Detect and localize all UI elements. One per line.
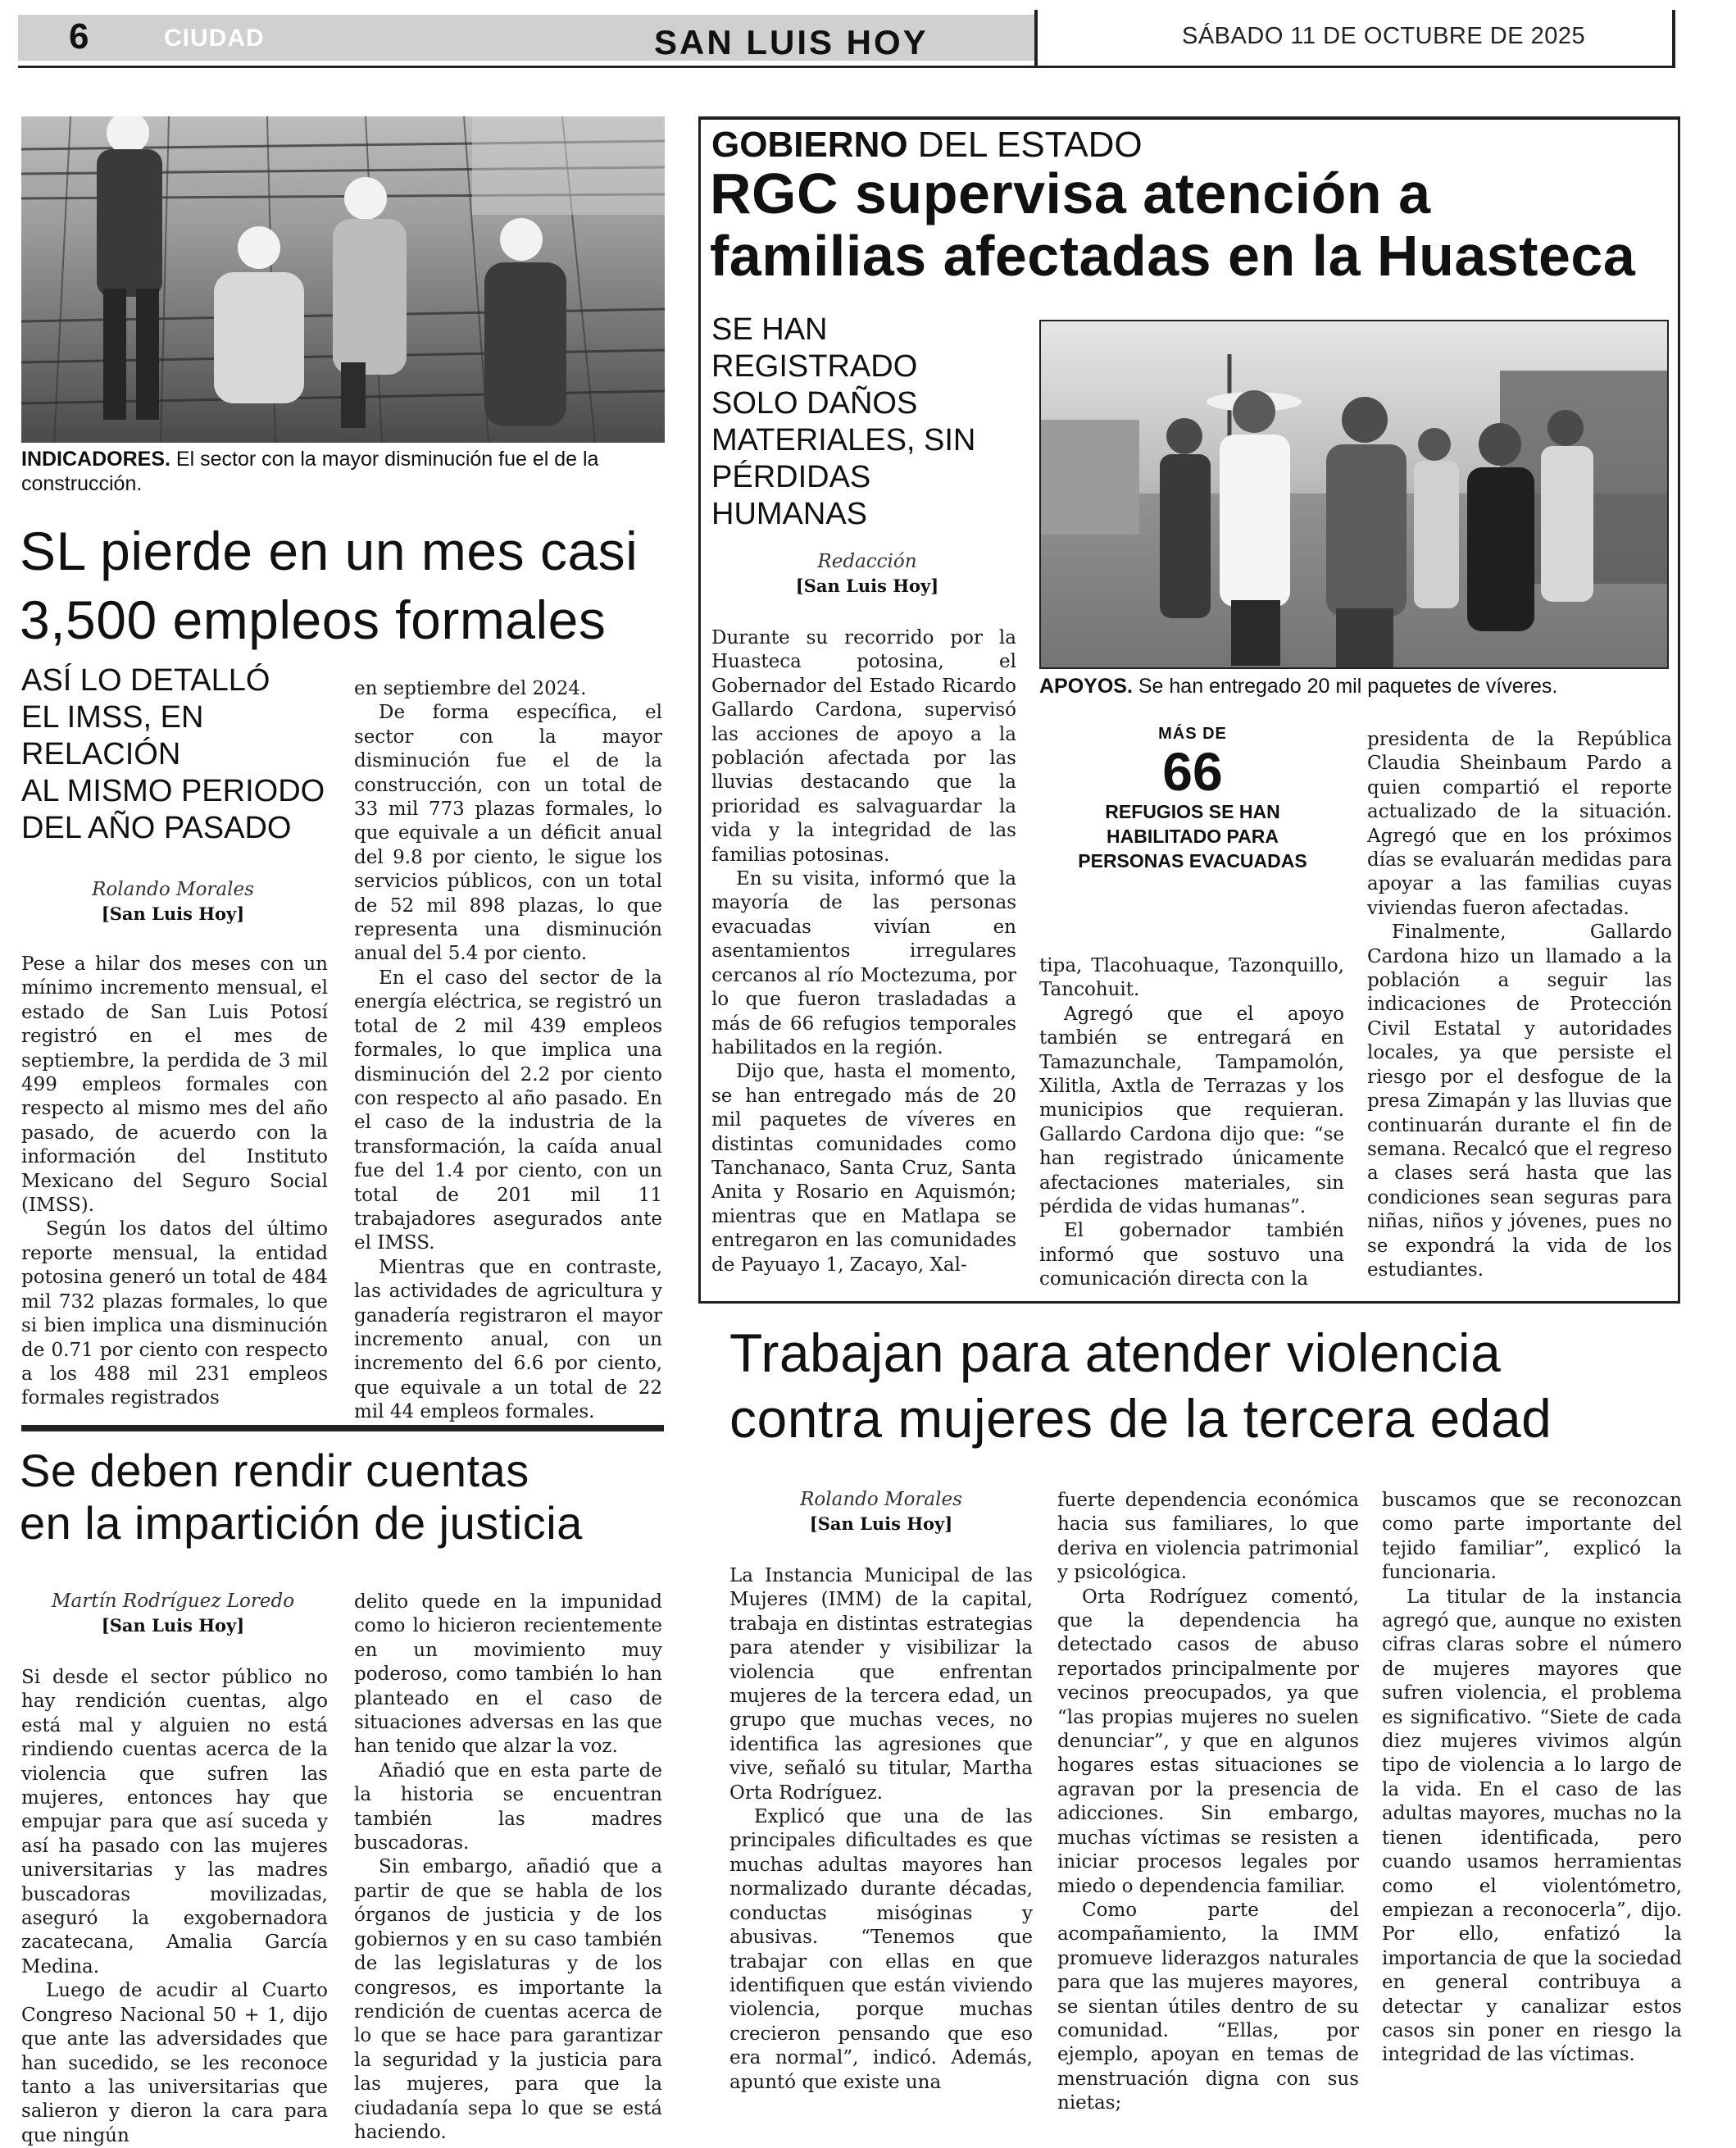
huasteca-column-1 [711,626,1016,1277]
construction-workers-image [21,116,665,443]
huasteca-column-3 [1367,728,1672,1282]
paragraph: Durante su recorrido por la Huasteca potosina, el Gobernador del Estado Ricardo Gallardo Cardona, supervisó las acciones de apoyo a la población afectada por las lluvias destacando que la prioridad es salvaguardar la vida y la integridad de las familias potosinas. [711,627,1016,866]
deck-line: AL MISMO PERIODO [21,774,325,808]
byline-name: Martín Rodríguez Loredo [51,1591,295,1612]
byline-org: [San Luis Hoy] [101,903,245,924]
page-number: 6 [69,16,89,57]
huasteca-headline-line1: RGC supervisa atención a [710,162,1431,225]
section-rule [21,1425,664,1431]
deck-line: SOLO DAÑOS [711,386,918,421]
byline-org: [San Luis Hoy] [809,1513,953,1534]
justice-headline-line2: en la impartición de justicia [20,1497,583,1549]
paragraph: Finalmente, Gallardo Cardona hizo un llamado a la población a seguir las indicaciones de Protección Civil Estatal y autoridades locales, ya que persiste el riesgo por el desfogue de la presa Zimapán y las lluvias que continuarán durante el fin de semana. Recalcó que el regreso a clases será hasta que las condiciones sean seguras para niñas, niños y jóvenes, pues no se expondrá la vida de los estudiantes. [1367,922,1672,1281]
byline-org: [San Luis Hoy] [101,1615,245,1636]
justice-headline [20,1445,675,1550]
jobs-photo-caption [21,447,665,496]
women-column-3 [1382,1489,1682,2068]
women-headline-line1: Trabajan para atender violencia [729,1322,1502,1383]
refugios-highlight [1039,725,1346,873]
paragraph: Si desde el sector público no hay rendición cuentas, algo está mal y alguien no está rindiendo cuentas acerca de la violencia que sufren las mujeres, entonces hay que empujar para que así suceda y así ha pasado con las mujeres universitarias y las madres buscadoras movilizadas, aseguró la exgobernadora zacatecana, Amalia García Medina. [21,1667,328,1977]
header-divider-far [1672,10,1675,67]
women-headline [729,1320,1688,1451]
kicker-rest: DEL ESTADO [907,125,1143,165]
governor-visit-image [1041,321,1667,667]
women-headline-line2: contra mujeres de la tercera edad [729,1388,1552,1449]
huasteca-byline [711,551,1023,596]
highlight-number: 66 [1162,741,1223,802]
huasteca-headline-line2: familias afectadas en la Huasteca [710,224,1636,288]
women-column-2 [1057,1489,1359,2116]
paragraph: El gobernador también informó que sostuvo una comunicación directa con la [1039,1220,1344,1290]
jobs-deck [21,662,349,847]
justice-byline [21,1591,325,1636]
paragraph: En el caso del sector de la energía eléctrica, se registró un total de 2 mil 439 empleos formales, lo que implica una disminución del 2.2 por ciento con respecto al año pasado. En el caso de la industria de la transformación, la caída anual fue del 1.4 por ciento, con un total de 201 mil 11 trabajadores asegurados ante el IMSS. [354,967,662,1254]
paragraph: Pese a hilar dos meses con un mínimo incremento mensual, el estado de San Luis Potosí registró en el mes de septiembre, la perdida de 3 mil 499 empleos formales con respecto al mismo mes del año pasado, de acuerdo con la información del Instituto Mexicano del Seguro Social (IMSS). [21,953,328,1217]
deck-line: RELACIÓN [21,737,181,771]
huasteca-deck [711,312,1023,533]
paragraph: Según los datos del último reporte mensual, la entidad potosina generó un total de 484 mil 732 plazas formales, lo que si bien implica una disminución de 0.71 por ciento con respecto a los 488 mil 231 empleos formales registrados [21,1218,328,1409]
byline-name: Redacción [817,551,917,572]
huasteca-column-2 [1039,954,1344,1292]
paragraph: fuerte dependencia económica hacia sus familiares, lo que deriva en violencia patrimonial y psicológica. [1057,1490,1359,1584]
jobs-headline [20,517,675,654]
paragraph: En su visita, informó que la mayoría de las personas evacuadas vivían en asentamientos irregulares cercanos al río Moctezuma, por lo que fueron trasladadas a más de 66 refugios temporales habilitados en la región. [711,868,1016,1058]
deck-line: REGISTRADO [711,349,918,384]
paragraph: Agregó que el apoyo también se entregará en Tamazunchale, Tampamolón, Xilitla, Axtla de Terrazas y los municipios que requieran. Gallardo Cardona dijo que: “se han registrado únicamente afectaciones materiales, sin pérdida de vidas humanas”. [1039,1003,1344,1218]
justice-headline-line1: Se deben rendir cuentas [20,1445,529,1496]
deck-line: HUMANAS [711,497,868,531]
paragraph: Luego de acudir al Cuarto Congreso Nacional 50 + 1, dijo que ante las adversidades que han sucedido, se les reconoce tanto a las universitarias que salieron y dieron la cara para que ningún [21,1980,328,2146]
paragraph: Como parte del acompañamiento, la IMM promueve liderazgos naturales para que las mujeres mayores, se sientan útiles dentro de su comunidad. “Ellas, por ejemplo, apoyan en temas de menstruación digna con sus nietas; [1057,1899,1359,2114]
deck-line: PÉRDIDAS [711,460,871,494]
section-label: CIUDAD [164,25,265,52]
deck-line: ASÍ LO DETALLÓ [21,663,270,698]
byline-name: Rolando Morales [800,1489,962,1510]
deck-line: SE HAN [711,312,828,347]
huasteca-kicker [711,125,1143,166]
byline-org: [San Luis Hoy] [795,576,939,596]
construction-photo [21,116,665,443]
paragraph: tipa, Tlacohuaque, Tazonquillo, Tancohuit. [1039,955,1344,1001]
caption-label: APOYOS. [1039,675,1133,698]
women-byline [729,1489,1033,1534]
highlight-text: REFUGIOS SE HAN HABILITADO PARA PERSONAS EVACUADAS [1078,801,1307,871]
kicker-bold: GOBIERNO [711,125,908,165]
paragraph: presidenta de la República Claudia Sheinbaum Pardo a quien compartió el reporte actualizado de la situación. Agregó que en los próximos días se evaluarán medidas para apoyar a las familias cuyas viviendas fueron afectadas. [1367,729,1672,919]
huasteca-photo [1039,320,1669,669]
paragraph: La titular de la instancia agregó que, aunque no existen cifras claras sobre el número de mujeres mayores que sufren violencia, el problema es significativo. “Siete de cada diez mujeres vivimos algún tipo de violencia a lo largo de la vida. En el caso de las adultas mayores, muchas no la tienen identificada, pero cuando usamos herramientas como el violentómetro, empiezan a reconocerla”, dijo. Por ello, enfatizó la importancia de que la sociedad en general contribuya a detectar y canalizar estos casos sin poner en riesgo la integridad de las víctimas. [1382,1586,1682,2066]
caption-text: Se han entregado 20 mil paquetes de víveres. [1132,675,1558,698]
paragraph: Añadió que en esta parte de la historia se encuentran también las madres buscadoras. [354,1759,662,1854]
huasteca-photo-caption [1039,674,1669,699]
masthead: SAN LUIS HOY [654,23,929,61]
paragraph: De forma específica, el sector con la mayor disminución fue el de la construcción, con un total de 33 mil 773 plazas formales, lo que equivale a un déficit anual del 9.8 por ciento, le sigue los servicios públicos, con un total de 52 mil 898 plazas, lo que representa una disminución anual del 5.4 por ciento. [354,702,662,965]
byline-name: Rolando Morales [92,879,254,900]
paragraph: en septiembre del 2024. [354,678,587,699]
women-column-1 [729,1564,1033,2095]
issue-date: SÁBADO 11 DE OCTUBRE DE 2025 [1182,23,1586,49]
header-underline [18,66,1675,68]
caption-text: El sector con la mayor disminución fue el de la construcción. [21,448,599,495]
paragraph: Dijo que, hasta el momento, se han entregado más de 20 mil paquetes de víveres en distintas comunidades como Tanchanaco, Santa Cruz, Santa Anita y Rosario en Aquismón; mientras que en Matlapa se entregaron en las comunidades de Payuayo 1, Zacayo, Xal- [711,1061,1016,1276]
caption-label: INDICADORES. [21,448,170,471]
paragraph: buscamos que se reconozcan como parte importante del tejido familiar”, explicó la funcionaria. [1382,1490,1682,1584]
paragraph: La Instancia Municipal de las Mujeres (IMM) de la capital, trabaja en distintas estrategias para atender y visibilizar la violencia que enfrentan mujeres de la tercera edad, un grupo que muchas veces, no identifica las agresiones que vive, señaló su titular, Martha Orta Rodríguez. [729,1565,1033,1804]
highlight-prefix: MÁS DE [1158,725,1227,743]
jobs-byline [21,879,325,924]
paragraph: Sin embargo, añadió que a partir de que se habla de los órganos de justicia y de los gobiernos y en su caso también de las legislaturas y de los congresos, es importante la rendición de cuentas acerca de lo que se hace para garantizar la seguridad y la justicia para las mujeres, para que la ciudadanía sepa lo que se está haciendo. [354,1856,662,2143]
paragraph: Explicó que una de las principales dificultades es que muchas adultas mayores han normalizado durante décadas, conductas misóginas y abusivas. “Tenemos que trabajar con ellas en que identifiquen que están viviendo violencia, porque muchas crecieron pensando que eso era normal”, indicó. Además, apuntó que existe una [729,1806,1033,2093]
jobs-column-2 [354,677,662,1425]
jobs-headline-line2: 3,500 empleos formales [20,589,607,650]
deck-line: DEL AÑO PASADO [21,811,292,845]
jobs-headline-line1: SL pierde en un mes casi [20,521,639,581]
justice-column-1 [21,1666,328,2148]
paragraph: delito quede en la impunidad como lo hicieron recientemente en un movimiento muy poderoso, como también lo han planteado en el caso de situaciones adversas en las que han tenido que alzar la voz. [354,1591,662,1758]
huasteca-headline [710,162,1669,287]
jobs-column-1 [21,953,328,1411]
paragraph: Mientras que en contraste, las actividades de agricultura y ganadería registraron el mayor incremento anual, con un incremento del 6.6 por ciento, que equivale a un total de 22 mil 44 empleos formales. [354,1256,662,1423]
paragraph: Orta Rodríguez comentó, que la dependencia ha detectado casos de abuso reportados principalmente por vecinos preocupados, ya que “las propias mujeres no suelen denunciar”, y que en algunos hogares estas situaciones se agravan por la presencia de adicciones. Sin embargo, muchas víctimas se resisten a iniciar procesos legales por miedo o dependencia familiar. [1057,1586,1359,1897]
justice-column-2 [354,1591,662,2145]
deck-line: EL IMSS, EN [21,700,204,735]
deck-line: MATERIALES, SIN [711,423,976,457]
